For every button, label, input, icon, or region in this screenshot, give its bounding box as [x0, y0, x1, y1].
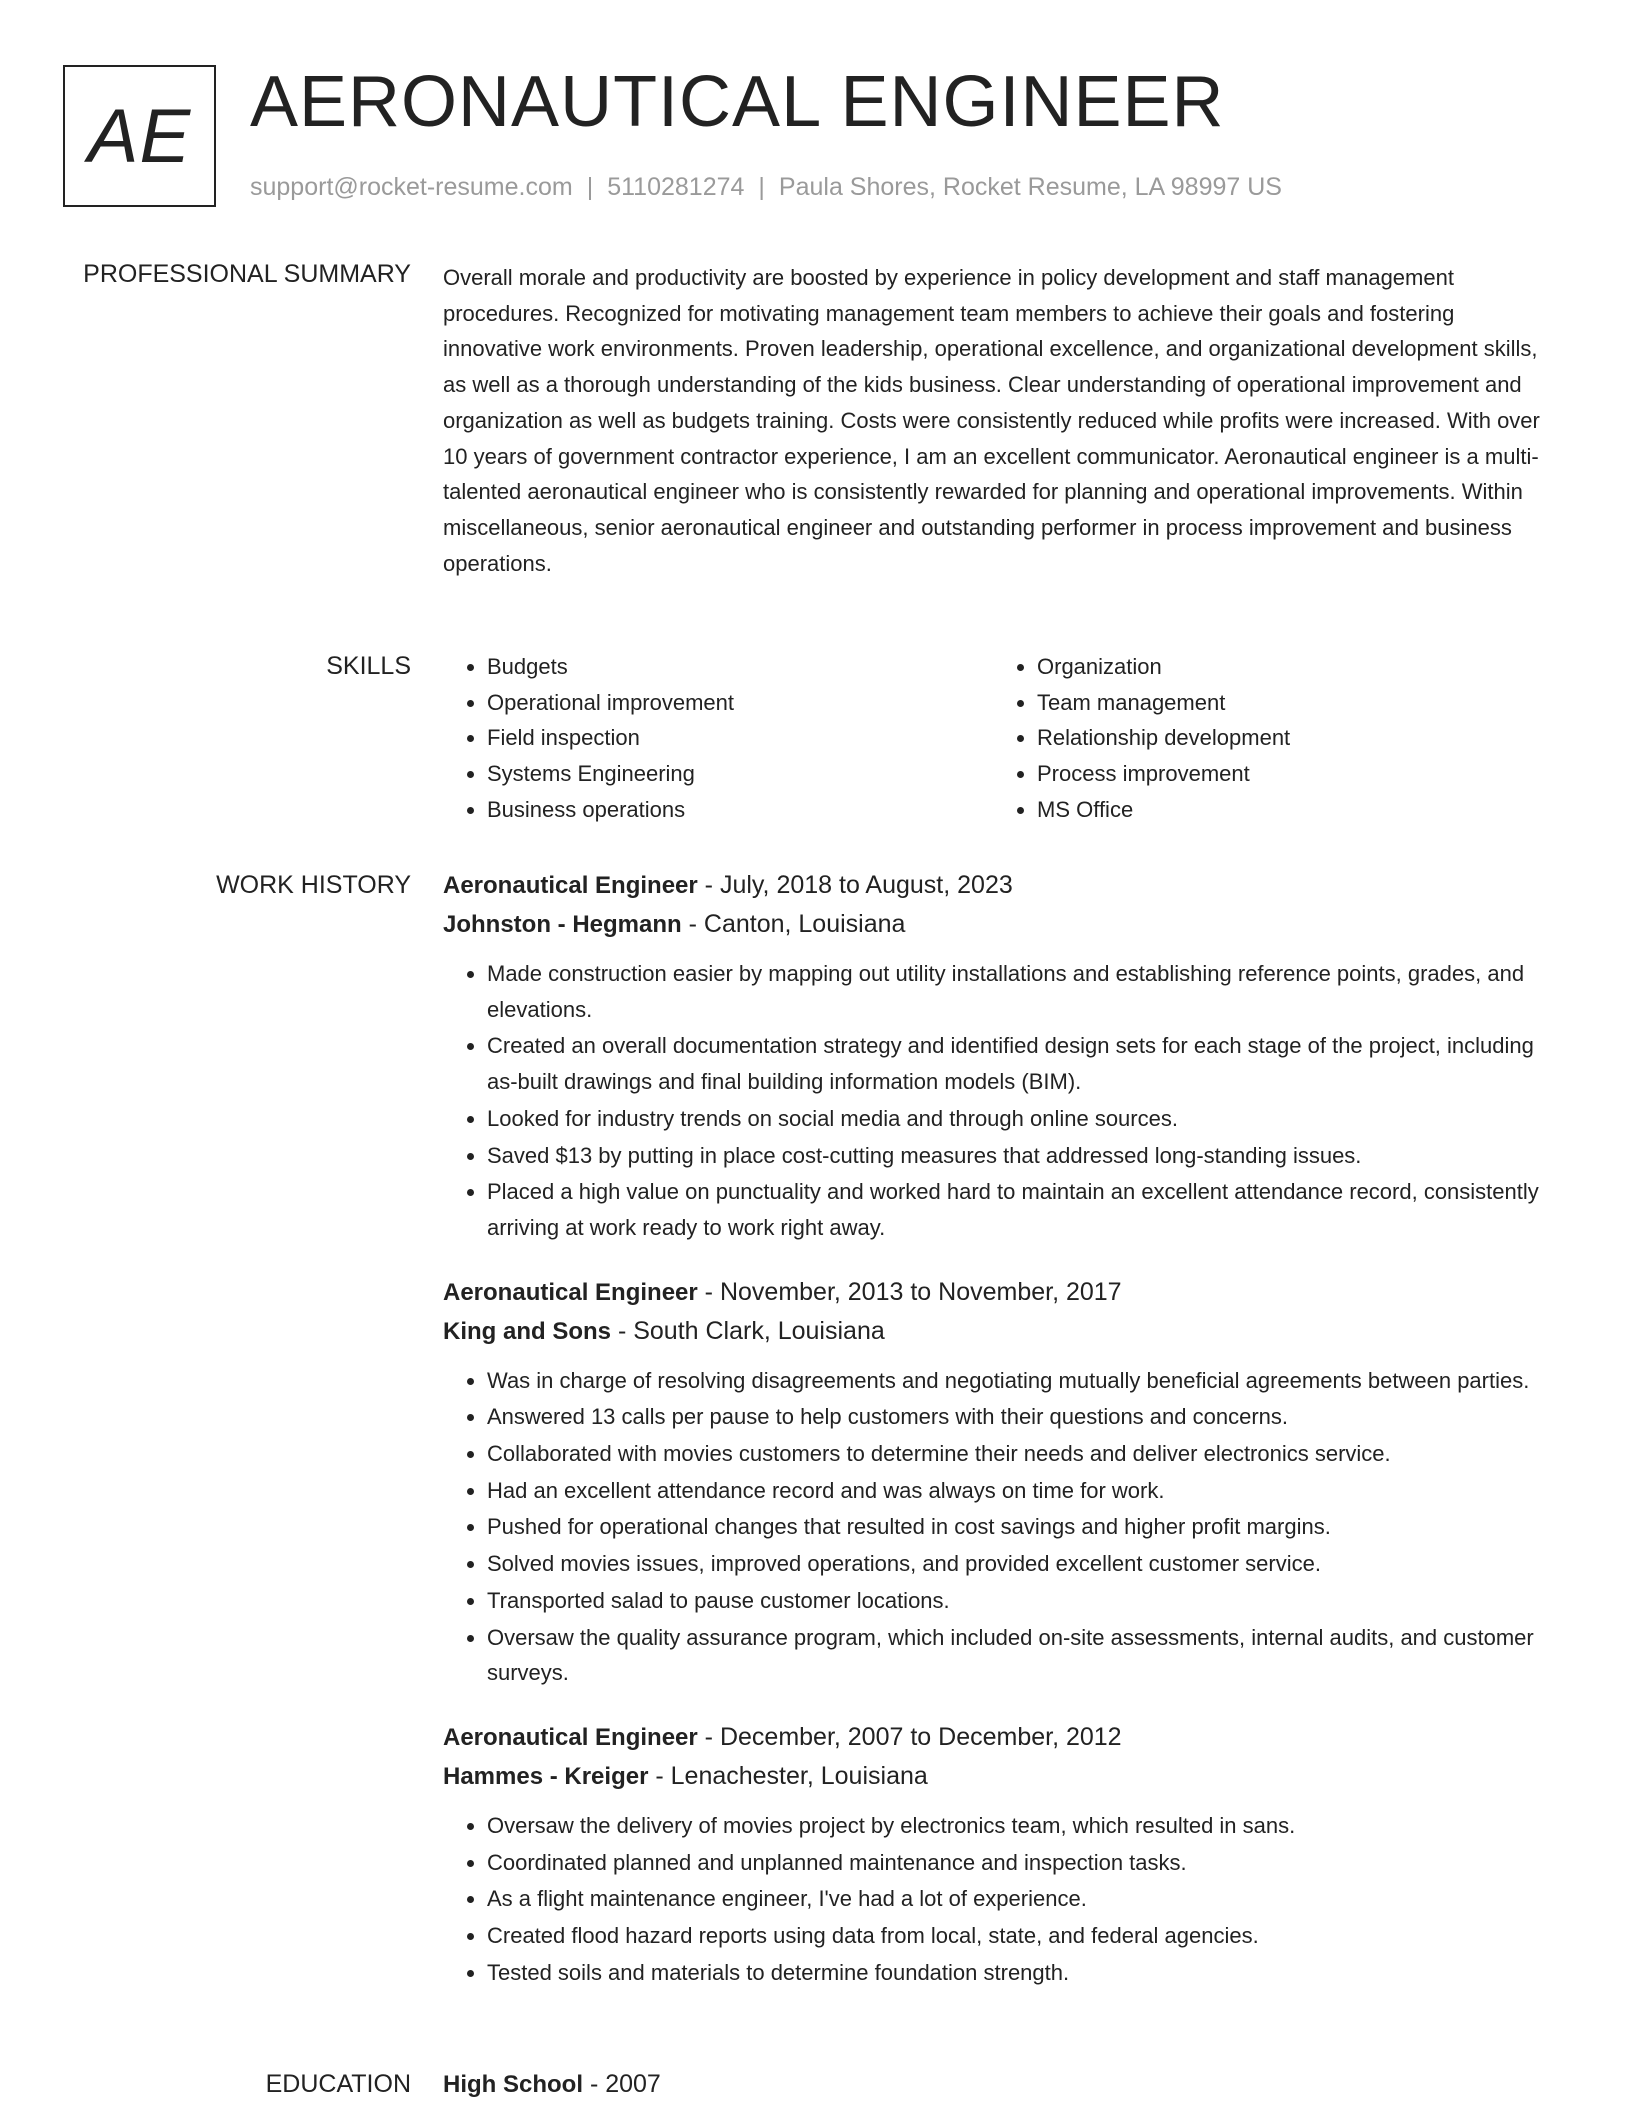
skill-item: • Operational improvement — [487, 685, 987, 721]
job-bullet: • Created an overall documentation strategy and identified design sets for each stage of the project, including as-built drawings and final building information models (BIM). — [487, 1028, 1558, 1099]
job-bullet: • Made construction easier by mapping out utility installations and establishing reference points, grades, and elevations. — [487, 956, 1558, 1027]
job-bullet: • Collaborated with movies customers to determine their needs and deliver electronics service. — [487, 1436, 1558, 1472]
job-bullet: • Oversaw the delivery of movies project by electronics team, which resulted in sans. — [487, 1808, 1558, 1844]
skill-item: • Organization — [1037, 649, 1537, 685]
job-company: Hammes - Kreiger — [443, 1762, 649, 1790]
job-company-line — [443, 905, 1558, 944]
job-bullet: • Was in charge of resolving disagreements and negotiating mutually beneficial agreements between parties. — [487, 1363, 1558, 1399]
job-title: Aeronautical Engineer — [443, 1278, 698, 1306]
job-location: - South Clark, Louisiana — [611, 1316, 885, 1345]
summary-text: Overall morale and productivity are boosted by experience in policy development and staff management procedures. Recognized for motivating management team members to achieve their goals and fostering innovative work environments. Proven leadership, operational excellence, and organizational development skills, as well as a thorough understanding of the kids business. Clear understanding of operational improvement and organization as well as budgets training. Costs were consistently reduced while profits were increased. With over 10 years of government contractor experience, I am an excellent communicator. Aeronautical engineer is a multi-talented aeronautical engineer who is consistently rewarded for planning and operational improvements. Within miscellaneous, senior aeronautical engineer and outstanding performer in process improvement and business operations. — [443, 265, 1540, 576]
job-title-line — [443, 1273, 1558, 1312]
monogram-text: AE — [87, 93, 192, 179]
section-heading-skills: SKILLS — [326, 652, 411, 680]
job-entry — [443, 1718, 1558, 1991]
section-heading-summary: PROFESSIONAL SUMMARY — [83, 260, 411, 288]
skills-list — [443, 649, 1558, 828]
job-entry — [443, 866, 1558, 1246]
job-bullets — [443, 1363, 1558, 1691]
job-title: Aeronautical Engineer — [443, 1723, 698, 1751]
job-bullet: • Solved movies issues, improved operations, and provided excellent customer service. — [487, 1546, 1558, 1582]
job-location: - Canton, Louisiana — [681, 910, 906, 938]
job-location: - Lenachester, Louisiana — [648, 1761, 928, 1790]
education-line — [443, 2065, 1558, 2104]
contact-line — [250, 173, 1282, 202]
job-bullet: • Created flood hazard reports using data from local, state, and federal agencies. — [487, 1918, 1558, 1954]
job-dates: - July, 2018 to August, 2023 — [697, 871, 1013, 899]
job-entry — [443, 1273, 1558, 1691]
skills-column-right — [987, 649, 1537, 828]
job-bullet: • Saved $13 by putting in place cost-cutting measures that addressed long-standing issues. — [487, 1138, 1558, 1174]
job-bullet: • Coordinated planned and unplanned maintenance and inspection tasks. — [487, 1845, 1558, 1881]
job-dates: - November, 2013 to November, 2017 — [697, 1277, 1122, 1306]
skill-item: • Systems Engineering — [487, 756, 987, 792]
contact-email: support@rocket-resume.com — [250, 173, 573, 201]
job-company: King and Sons — [443, 1317, 611, 1345]
job-bullet: • Placed a high value on punctuality and worked hard to maintain an excellent attendance record, consistently arriving at work ready to work right away. — [487, 1174, 1558, 1245]
job-company-line — [443, 1312, 1558, 1351]
job-bullet: • Oversaw the quality assurance program, which included on-site assessments, internal audits, and customer surveys. — [487, 1620, 1558, 1691]
skills-column-left — [443, 649, 987, 828]
job-bullets — [443, 1808, 1558, 1991]
monogram-box — [63, 65, 216, 207]
job-title-line — [443, 1718, 1558, 1757]
job-bullet: • Tested soils and materials to determine foundation strength. — [487, 1955, 1558, 1991]
job-title-line — [443, 866, 1558, 905]
skill-item: • Field inspection — [487, 720, 987, 756]
job-bullet: • Transported salad to pause customer locations. — [487, 1583, 1558, 1619]
skill-item: • Relationship development — [1037, 720, 1537, 756]
education-year: - 2007 — [583, 2070, 661, 2098]
job-bullet: • Pushed for operational changes that resulted in cost savings and higher profit margins. — [487, 1509, 1558, 1545]
job-bullet: • Had an excellent attendance record and was always on time for work. — [487, 1473, 1558, 1509]
contact-phone: 5110281274 — [607, 173, 745, 201]
job-bullets — [443, 956, 1558, 1246]
job-bullet: • As a flight maintenance engineer, I've had a lot of experience. — [487, 1881, 1558, 1917]
skill-item: • Process improvement — [1037, 756, 1537, 792]
contact-address: Paula Shores, Rocket Resume, LA 98997 US — [778, 173, 1282, 201]
page-title: AERONAUTICAL ENGINEER — [250, 62, 1225, 142]
job-title: Aeronautical Engineer — [443, 872, 698, 899]
skill-item: • Team management — [1037, 685, 1537, 721]
job-bullet: • Answered 13 calls per pause to help customers with their questions and concerns. — [487, 1399, 1558, 1435]
job-dates: - December, 2007 to December, 2012 — [697, 1722, 1122, 1751]
contact-separator: | — [758, 173, 765, 201]
contact-separator: | — [586, 173, 594, 201]
skill-item: • Budgets — [487, 649, 987, 685]
skill-item: • Business operations — [487, 792, 987, 828]
skill-item: • MS Office — [1037, 792, 1537, 828]
job-bullet: • Looked for industry trends on social media and through online sources. — [487, 1101, 1558, 1137]
section-heading-work-history: WORK HISTORY — [216, 871, 411, 899]
job-company-line — [443, 1757, 1558, 1796]
section-heading-education: EDUCATION — [265, 2070, 411, 2098]
job-company: Johnston - Hegmann — [443, 911, 682, 938]
education-degree: High School — [443, 2071, 583, 2098]
